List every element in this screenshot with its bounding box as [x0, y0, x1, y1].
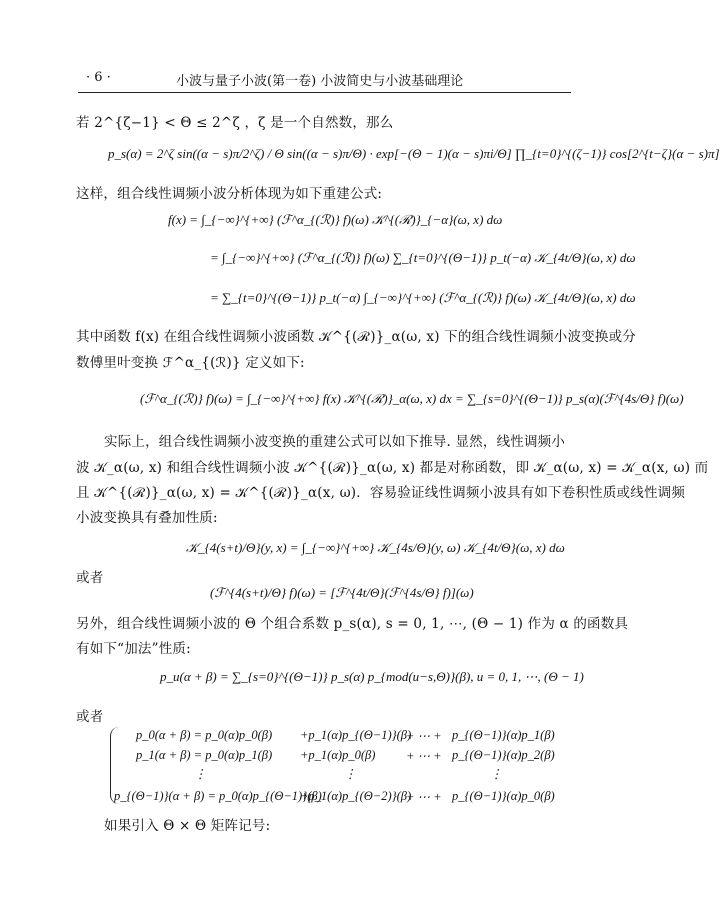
- system-row-1-dots: + ⋯ +: [406, 729, 442, 743]
- system-row-3-vdots: ⋮: [194, 767, 207, 781]
- system-row-2-last: p_{(Θ−1)}(α)p_2(β): [452, 748, 555, 762]
- system-row-4-term: +p_1(α)p_{(Θ−2)}(β): [300, 789, 412, 803]
- paragraph: 其中函数 f(x) 在组合线性调频小波函数 𝒦^{(ℛ)}_α(ω, x) 下的组合线性调频小波变换或分: [76, 329, 636, 345]
- paragraph: 有如下“加法”性质:: [76, 641, 191, 657]
- system-row-1-last: p_{(Θ−1)}(α)p_1(β): [452, 728, 555, 742]
- equation-definition: (ℱ^α_{(ℛ)} f)(ω) = ∫_{−∞}^{+∞} f(x) 𝒦^{(ℛ)}_α(ω, x) dx = ∑_{s=0}^{(Θ−1)} p_s(α)(ℱ^{4s/Θ} f)(ω): [140, 391, 684, 406]
- equation-addition: p_u(α + β) = ∑_{s=0}^{(Θ−1)} p_s(α) p_{mod(u−s,Θ)}(β), u = 0, 1, ⋯, (Θ − 1): [160, 669, 584, 684]
- paragraph: 如果引入 Θ × Θ 矩阵记号:: [104, 818, 271, 834]
- system-row-1-term: +p_1(α)p_{(Θ−1)}(β): [300, 728, 412, 742]
- paragraph: 实际上，组合线性调频小波变换的重建公式可以如下推导. 显然，线性调频小: [104, 434, 566, 450]
- header-rule: [78, 92, 571, 93]
- paragraph: 若 2^{ζ−1} < Θ ≤ 2^ζ ，ζ 是一个自然数，那么: [76, 115, 394, 131]
- paragraph: 小波变换具有叠加性质:: [76, 510, 218, 526]
- system-row-3-vdots: ⋮: [344, 767, 357, 781]
- page-number: · 6 ·: [86, 70, 111, 85]
- paragraph: 数傅里叶变换 ℱ^α_{(ℛ)} 定义如下:: [76, 355, 305, 371]
- system-row-4-dots: + ⋯ +: [406, 790, 442, 804]
- running-header-title: 小波与量子小波(第一卷) 小波简史与小波基础理论: [176, 74, 464, 89]
- paragraph: 且 𝒦^{(ℛ)}_α(ω, x) = 𝒦^{(ℛ)}_α(x, ω)．容易验证线性调频小波具有如下卷积性质或线性调频: [76, 485, 686, 501]
- system-row-2-lhs: p_1(α + β) = p_0(α)p_1(β): [136, 748, 273, 762]
- paragraph: 或者: [76, 570, 104, 586]
- system-row-4-last: p_{(Θ−1)}(α)p_0(β): [452, 789, 555, 803]
- equation-superposition: (ℱ^{4(s+t)/Θ} f)(ω) = [ℱ^{4t/Θ}(ℱ^{4s/Θ} f)](ω): [210, 585, 474, 600]
- system-row-3-vdots: ⋮: [490, 767, 503, 781]
- system-row-1-lhs: p_0(α + β) = p_0(α)p_0(β): [136, 728, 273, 742]
- system-row-4-lhs: p_{(Θ−1)}(α + β) = p_0(α)p_{(Θ−1)}(β): [114, 789, 322, 803]
- equation-ps: p_s(α) = 2^ζ sin((α − s)π/2^ζ) / Θ sin((α − s)π/Θ) · exp[−(Θ − 1)(α − s)πi/Θ] ∏_{t=0}^{(ζ−1)} cos[2^{t−ζ}(α − s)π]: [108, 146, 720, 161]
- system-row-2-dots: + ⋯ +: [406, 749, 442, 763]
- paragraph: 波 𝒦_α(ω, x) 和组合线性调频小波 𝒦^{(ℛ)}_α(ω, x) 都是对称函数，即 𝒦_α(ω, x) = 𝒦_α(x, ω) 而: [76, 460, 709, 476]
- paragraph: 另外，组合线性调频小波的 Θ 个组合系数 p_s(α), s = 0, 1, ⋯, (Θ − 1) 作为 α 的函数具: [76, 616, 629, 632]
- system-row-2-term: +p_1(α)p_0(β): [300, 748, 376, 762]
- equation-convolution: 𝒦_{4(s+t)/Θ}(y, x) = ∫_{−∞}^{+∞} 𝒦_{4s/Θ}(y, ω) 𝒦_{4t/Θ}(ω, x) dω: [186, 540, 565, 555]
- equation-reconstruction-2: = ∫_{−∞}^{+∞} (ℱ^α_{(ℛ)} f)(ω) ∑_{t=0}^{(Θ−1)} p_t(−α) 𝒦_{4t/Θ}(ω, x) dω: [210, 250, 636, 265]
- paragraph: 这样，组合线性调频小波分析体现为如下重建公式:: [76, 186, 383, 202]
- paragraph: 或者: [76, 709, 104, 725]
- equation-reconstruction-3: = ∑_{t=0}^{(Θ−1)} p_t(−α) ∫_{−∞}^{+∞} (ℱ^α_{(ℛ)} f)(ω) 𝒦_{4t/Θ}(ω, x) dω: [210, 290, 636, 305]
- equation-reconstruction-1: f(x) = ∫_{−∞}^{+∞} (ℱ^α_{(ℛ)} f)(ω) 𝒦^{(ℛ)}_{−α}(ω, x) dω: [168, 212, 503, 227]
